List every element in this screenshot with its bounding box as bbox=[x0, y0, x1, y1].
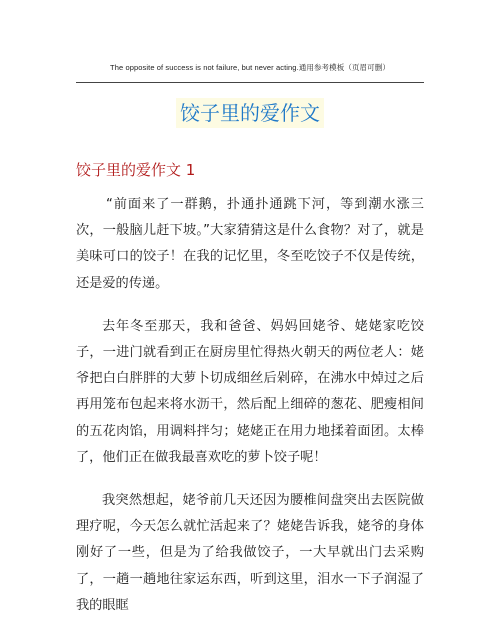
paragraph-1: “前面来了一群鹅，扑通扑通跳下河，等到潮水涨三次，一般脑儿赶下坡。”大家猜猜这是什么食物？对了，就是美味可口的饺子！在我的记忆里，冬至吃饺子不仅是传统，还是爱的传递。 bbox=[76, 197, 424, 291]
document-title-text: 饺子里的爱作文 bbox=[176, 98, 324, 128]
paragraph-3: 我突然想起，姥爷前几天还因为腰椎间盘突出去医院做理疗呢，今天怎么就忙活起来了？姥姥告诉我，姥爷的身体刚好了一些，但是为了给我做饺子，一大早就出门去采购了，一趟一趟地往家运东西，听到这里，泪水一下子润湿了我的眼眶 bbox=[76, 493, 424, 613]
section-heading: 饺子里的爱作文 1 bbox=[76, 161, 196, 179]
document-title bbox=[0, 98, 500, 128]
page-header-text: The opposite of success is not failure, but never acting.通用参考模板（页眉可删） bbox=[110, 63, 390, 72]
paragraph-2: 去年冬至那天，我和爸爸、妈妈回姥爷、姥姥家吃饺子，一进门就看到正在厨房里忙得热火朝天的两位老人：姥爷把白白胖胖的大萝卜切成细丝后剁碎，在沸水中焯过之后再用笼布包起来将水沥干，然后配上细碎的葱花、肥瘦相间的五花肉馅，用调料拌匀；姥姥正在用力地揉着面团。太棒了，他们正在做我最喜欢吃的萝卜饺子呢！ bbox=[76, 318, 424, 465]
header-divider bbox=[76, 82, 424, 83]
body-text bbox=[76, 192, 424, 636]
